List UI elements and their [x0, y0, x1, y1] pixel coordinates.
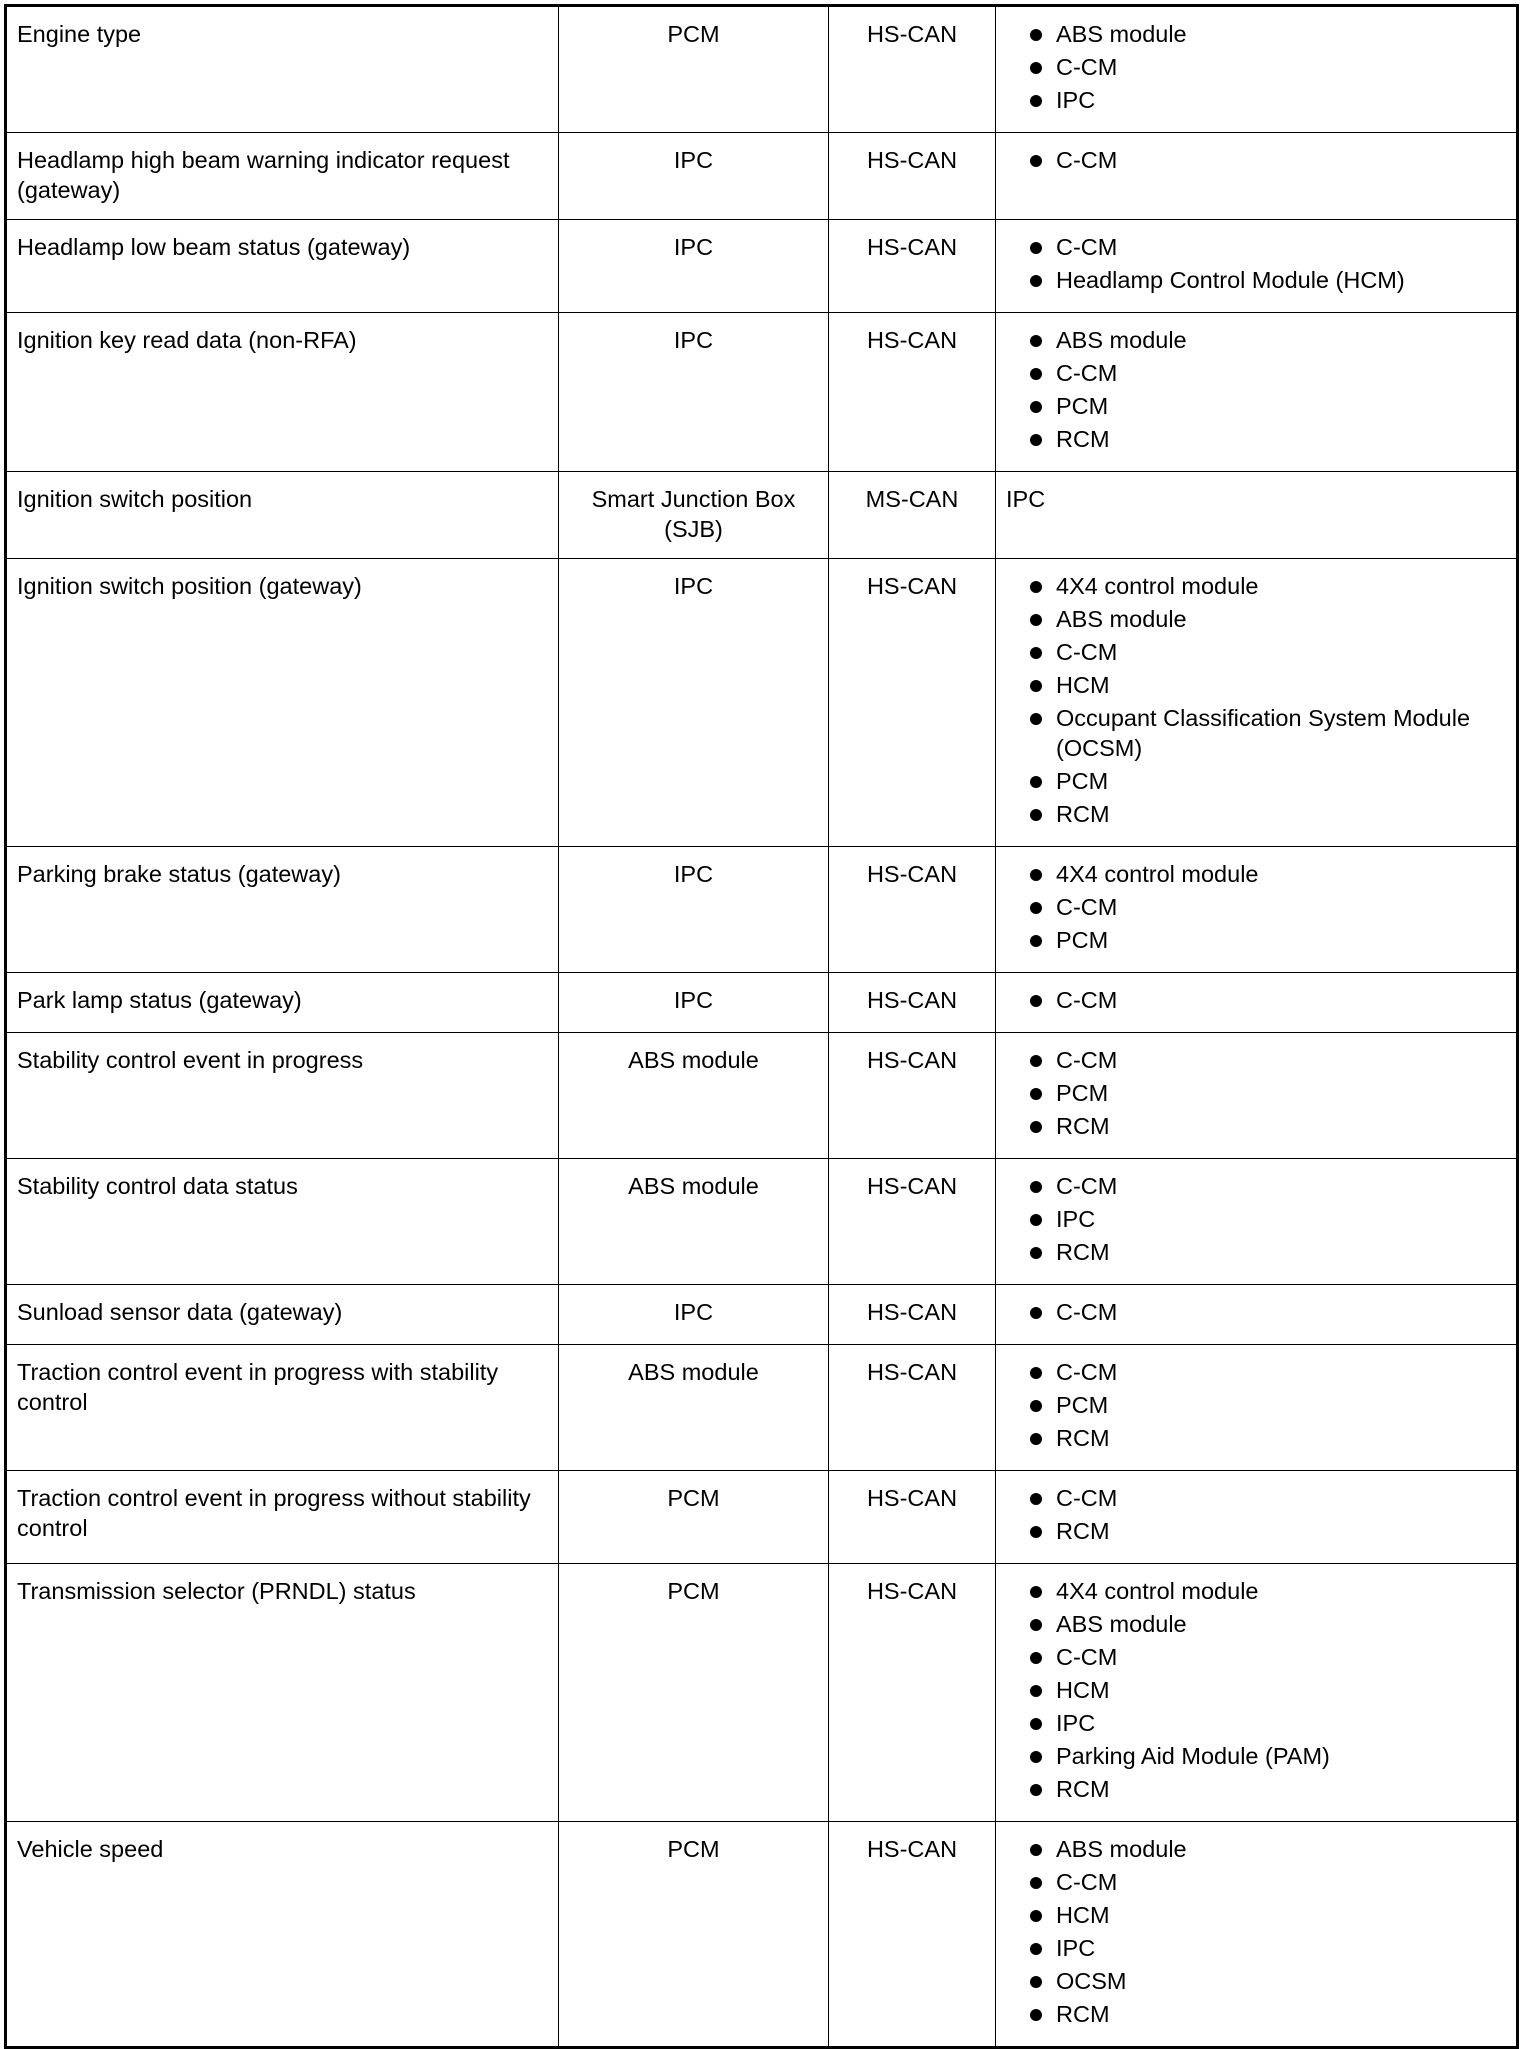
- receiver-item: [1006, 1966, 1506, 1996]
- receiver-item: [1006, 265, 1506, 295]
- receiver-label: RCM: [1056, 1113, 1110, 1139]
- table-row: [6, 1471, 1518, 1564]
- bullet-icon: [1030, 1652, 1042, 1664]
- receiver-item: [1006, 604, 1506, 634]
- network-cell: HS-CAN: [829, 313, 996, 472]
- receiver-label: C-CM: [1056, 1173, 1118, 1199]
- receiver-list: [1006, 19, 1506, 115]
- table-row: [6, 1159, 1518, 1285]
- bullet-icon: [1030, 1718, 1042, 1730]
- message-cell: Traction control event in progress with stability control: [6, 1345, 559, 1471]
- table-row: [6, 1564, 1518, 1822]
- bullet-icon: [1030, 1586, 1042, 1598]
- receiver-item: [1006, 1900, 1506, 1930]
- receivers-cell: [996, 220, 1518, 313]
- receiver-list: [1006, 985, 1506, 1015]
- network-cell: HS-CAN: [829, 1471, 996, 1564]
- receiver-item: [1006, 1774, 1506, 1804]
- originator-cell: ABS module: [559, 1345, 829, 1471]
- network-cell: HS-CAN: [829, 1822, 996, 2048]
- message-cell: Parking brake status (gateway): [6, 847, 559, 973]
- bullet-icon: [1030, 155, 1042, 167]
- table-row: [6, 847, 1518, 973]
- receiver-item: [1006, 391, 1506, 421]
- receiver-item: [1006, 1741, 1506, 1771]
- bullet-icon: [1030, 647, 1042, 659]
- receiver-label: IPC: [1056, 1935, 1096, 1961]
- message-cell: Headlamp high beam warning indicator request (gateway): [6, 133, 559, 220]
- bullet-icon: [1030, 335, 1042, 347]
- receiver-label: C-CM: [1056, 1869, 1118, 1895]
- receiver-item: [1006, 52, 1506, 82]
- receiver-list: [1006, 232, 1506, 295]
- message-cell: Park lamp status (gateway): [6, 973, 559, 1033]
- receivers-cell: [996, 973, 1518, 1033]
- message-cell: Stability control event in progress: [6, 1033, 559, 1159]
- bullet-icon: [1030, 1910, 1042, 1922]
- receiver-item: [1006, 1576, 1506, 1606]
- receivers-cell: [996, 1564, 1518, 1822]
- bullet-icon: [1030, 401, 1042, 413]
- receiver-item: [1006, 1045, 1506, 1075]
- message-cell: Stability control data status: [6, 1159, 559, 1285]
- network-cell: HS-CAN: [829, 1345, 996, 1471]
- receiver-list: [1006, 1834, 1506, 2029]
- receiver-label: RCM: [1056, 1776, 1110, 1802]
- receiver-label: HCM: [1056, 672, 1110, 698]
- receiver-label: IPC: [1056, 87, 1096, 113]
- receiver-item: [1006, 1999, 1506, 2029]
- receiver-item: [1006, 1204, 1506, 1234]
- receivers-cell: [996, 847, 1518, 973]
- network-cell: HS-CAN: [829, 1033, 996, 1159]
- receiver-label: 4X4 control module: [1056, 861, 1259, 887]
- receiver-label: Occupant Classification System Module (OCSM): [1056, 705, 1471, 761]
- receiver-item: [1006, 1834, 1506, 1864]
- receivers-cell: [996, 313, 1518, 472]
- receiver-list: [1006, 1483, 1506, 1546]
- receiver-item: [1006, 1423, 1506, 1453]
- message-cell: Engine type: [6, 6, 559, 133]
- network-message-table: [4, 4, 1519, 2049]
- bullet-icon: [1030, 1943, 1042, 1955]
- receiver-label: C-CM: [1056, 147, 1118, 173]
- table-row: [6, 220, 1518, 313]
- receiver-label: Headlamp Control Module (HCM): [1056, 267, 1405, 293]
- originator-cell: PCM: [559, 1471, 829, 1564]
- receivers-cell: [996, 133, 1518, 220]
- receiver-item: [1006, 1078, 1506, 1108]
- receiver-label: RCM: [1056, 2001, 1110, 2027]
- network-cell: MS-CAN: [829, 472, 996, 559]
- receivers-cell: [996, 559, 1518, 847]
- bullet-icon: [1030, 1493, 1042, 1505]
- network-cell: HS-CAN: [829, 6, 996, 133]
- receiver-list: [1006, 1297, 1506, 1327]
- receiver-item: [1006, 1609, 1506, 1639]
- bullet-icon: [1030, 809, 1042, 821]
- bullet-icon: [1030, 1247, 1042, 1259]
- receiver-item: [1006, 703, 1506, 763]
- receiver-item: [1006, 1357, 1506, 1387]
- originator-cell: PCM: [559, 1822, 829, 2048]
- receiver-list: [1006, 1357, 1506, 1453]
- receivers-cell: [996, 1345, 1518, 1471]
- receiver-label: HCM: [1056, 1677, 1110, 1703]
- receiver-item: [1006, 1237, 1506, 1267]
- receiver-item: [1006, 1297, 1506, 1327]
- table-row: [6, 133, 1518, 220]
- originator-cell: PCM: [559, 6, 829, 133]
- receiver-item: [1006, 985, 1506, 1015]
- receiver-list: [1006, 1171, 1506, 1267]
- network-cell: HS-CAN: [829, 973, 996, 1033]
- receiver-item: [1006, 925, 1506, 955]
- receiver-item: [1006, 637, 1506, 667]
- network-cell: HS-CAN: [829, 220, 996, 313]
- bullet-icon: [1030, 275, 1042, 287]
- bullet-icon: [1030, 614, 1042, 626]
- bullet-icon: [1030, 2009, 1042, 2021]
- receiver-list: [1006, 145, 1506, 175]
- bullet-icon: [1030, 1088, 1042, 1100]
- bullet-icon: [1030, 1526, 1042, 1538]
- originator-cell: IPC: [559, 847, 829, 973]
- receiver-label: C-CM: [1056, 1299, 1118, 1325]
- message-cell: Ignition switch position (gateway): [6, 559, 559, 847]
- network-cell: HS-CAN: [829, 133, 996, 220]
- receiver-label: ABS module: [1056, 1611, 1187, 1637]
- receiver-item: [1006, 1171, 1506, 1201]
- receiver-label: ABS module: [1056, 21, 1187, 47]
- table-row: [6, 1285, 1518, 1345]
- bullet-icon: [1030, 1121, 1042, 1133]
- receiver-label: C-CM: [1056, 54, 1118, 80]
- receiver-list: [1006, 1576, 1506, 1804]
- originator-cell: IPC: [559, 313, 829, 472]
- bullet-icon: [1030, 713, 1042, 725]
- table-row: [6, 472, 1518, 559]
- bullet-icon: [1030, 869, 1042, 881]
- receiver-label: ABS module: [1056, 1836, 1187, 1862]
- bullet-icon: [1030, 1055, 1042, 1067]
- bullet-icon: [1030, 62, 1042, 74]
- bullet-icon: [1030, 1685, 1042, 1697]
- receiver-label: C-CM: [1056, 234, 1118, 260]
- receiver-item: [1006, 19, 1506, 49]
- receiver-item: [1006, 1390, 1506, 1420]
- receiver-item: [1006, 1708, 1506, 1738]
- table-row: [6, 6, 1518, 133]
- bullet-icon: [1030, 1367, 1042, 1379]
- message-cell: Transmission selector (PRNDL) status: [6, 1564, 559, 1822]
- originator-cell: PCM: [559, 1564, 829, 1822]
- receivers-cell: [996, 1471, 1518, 1564]
- receiver-item: [1006, 1675, 1506, 1705]
- receiver-item: [1006, 1933, 1506, 1963]
- network-cell: HS-CAN: [829, 559, 996, 847]
- receiver-item: [1006, 1642, 1506, 1672]
- receiver-list: [1006, 859, 1506, 955]
- receiver-label: ABS module: [1056, 327, 1187, 353]
- bullet-icon: [1030, 680, 1042, 692]
- originator-cell: IPC: [559, 973, 829, 1033]
- receiver-label: PCM: [1056, 393, 1109, 419]
- bullet-icon: [1030, 935, 1042, 947]
- originator-cell: IPC: [559, 133, 829, 220]
- originator-cell: IPC: [559, 1285, 829, 1345]
- network-cell: HS-CAN: [829, 847, 996, 973]
- receiver-item: [1006, 892, 1506, 922]
- table-row: [6, 1033, 1518, 1159]
- receiver-item: [1006, 1483, 1506, 1513]
- receiver-item: [1006, 325, 1506, 355]
- bullet-icon: [1030, 1976, 1042, 1988]
- receiver-label: PCM: [1056, 1392, 1109, 1418]
- receiver-list: [1006, 1045, 1506, 1141]
- bullet-icon: [1030, 1844, 1042, 1856]
- message-cell: Sunload sensor data (gateway): [6, 1285, 559, 1345]
- message-cell: Ignition switch position: [6, 472, 559, 559]
- table-body: [6, 6, 1518, 2048]
- bullet-icon: [1030, 1400, 1042, 1412]
- bullet-icon: [1030, 95, 1042, 107]
- bullet-icon: [1030, 1307, 1042, 1319]
- receiver-label: Parking Aid Module (PAM): [1056, 1743, 1330, 1769]
- receiver-label: C-CM: [1056, 987, 1118, 1013]
- table-row: [6, 1822, 1518, 2048]
- bullet-icon: [1030, 434, 1042, 446]
- receiver-item: [1006, 424, 1506, 454]
- receiver-label: 4X4 control module: [1056, 573, 1259, 599]
- receiver-label: RCM: [1056, 1425, 1110, 1451]
- receivers-cell: [996, 1159, 1518, 1285]
- receiver-label: C-CM: [1056, 1644, 1118, 1670]
- originator-cell: IPC: [559, 220, 829, 313]
- receiver-list: [1006, 571, 1506, 829]
- message-cell: Headlamp low beam status (gateway): [6, 220, 559, 313]
- receiver-label: PCM: [1056, 927, 1109, 953]
- bullet-icon: [1030, 902, 1042, 914]
- receiver-label: C-CM: [1056, 894, 1118, 920]
- bullet-icon: [1030, 1784, 1042, 1796]
- originator-cell: ABS module: [559, 1159, 829, 1285]
- bullet-icon: [1030, 995, 1042, 1007]
- bullet-icon: [1030, 1181, 1042, 1193]
- receiver-label: HCM: [1056, 1902, 1110, 1928]
- receiver-item: [1006, 145, 1506, 175]
- receiver-item: [1006, 358, 1506, 388]
- bullet-icon: [1030, 1214, 1042, 1226]
- receiver-label: C-CM: [1056, 639, 1118, 665]
- table-row: [6, 313, 1518, 472]
- receiver-item: [1006, 766, 1506, 796]
- table-row: [6, 1345, 1518, 1471]
- receiver-item: [1006, 799, 1506, 829]
- receiver-label: C-CM: [1056, 1485, 1118, 1511]
- receiver-item: [1006, 232, 1506, 262]
- receiver-label: C-CM: [1056, 360, 1118, 386]
- receiver-label: IPC: [1056, 1710, 1096, 1736]
- receiver-label: OCSM: [1056, 1968, 1127, 1994]
- receiver-item: [1006, 1867, 1506, 1897]
- receiver-label: C-CM: [1056, 1047, 1118, 1073]
- bullet-icon: [1030, 1751, 1042, 1763]
- bullet-icon: [1030, 29, 1042, 41]
- receiver-item: [1006, 670, 1506, 700]
- receiver-label: 4X4 control module: [1056, 1578, 1259, 1604]
- bullet-icon: [1030, 1433, 1042, 1445]
- bullet-icon: [1030, 581, 1042, 593]
- receivers-cell: [996, 1033, 1518, 1159]
- receiver-label: RCM: [1056, 1518, 1110, 1544]
- receiver-label: PCM: [1056, 1080, 1109, 1106]
- receiver-label: RCM: [1056, 1239, 1110, 1265]
- originator-cell: ABS module: [559, 1033, 829, 1159]
- receiver-list: [1006, 325, 1506, 454]
- receiver-item: [1006, 571, 1506, 601]
- receiver-label: RCM: [1056, 426, 1110, 452]
- bullet-icon: [1030, 1877, 1042, 1889]
- receivers-cell: IPC: [996, 472, 1518, 559]
- receiver-item: [1006, 85, 1506, 115]
- receiver-label: RCM: [1056, 801, 1110, 827]
- bullet-icon: [1030, 776, 1042, 788]
- bullet-icon: [1030, 1619, 1042, 1631]
- receiver-item: [1006, 859, 1506, 889]
- message-cell: Traction control event in progress without stability control: [6, 1471, 559, 1564]
- receiver-label: PCM: [1056, 768, 1109, 794]
- network-cell: HS-CAN: [829, 1285, 996, 1345]
- receivers-cell: [996, 1285, 1518, 1345]
- message-cell: Ignition key read data (non-RFA): [6, 313, 559, 472]
- bullet-icon: [1030, 242, 1042, 254]
- receivers-cell: [996, 1822, 1518, 2048]
- message-cell: Vehicle speed: [6, 1822, 559, 2048]
- receiver-label: IPC: [1056, 1206, 1096, 1232]
- receiver-label: C-CM: [1056, 1359, 1118, 1385]
- network-cell: HS-CAN: [829, 1159, 996, 1285]
- originator-cell: IPC: [559, 559, 829, 847]
- receiver-label: ABS module: [1056, 606, 1187, 632]
- table-row: [6, 973, 1518, 1033]
- receiver-item: [1006, 1111, 1506, 1141]
- receivers-cell: [996, 6, 1518, 133]
- bullet-icon: [1030, 368, 1042, 380]
- originator-cell: Smart Junction Box (SJB): [559, 472, 829, 559]
- network-cell: HS-CAN: [829, 1564, 996, 1822]
- receiver-item: [1006, 1516, 1506, 1546]
- table-row: [6, 559, 1518, 847]
